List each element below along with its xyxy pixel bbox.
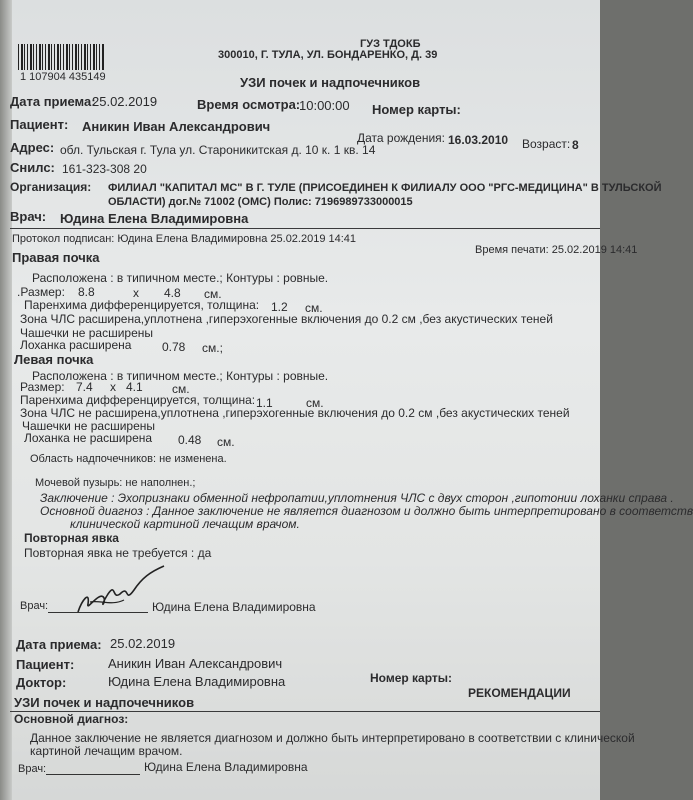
left-kidney-size-x: х [110, 380, 116, 394]
left-kidney-pelvis-value: 0.48 [178, 433, 202, 447]
right-kidney-pelvis-unit: см.; [202, 341, 223, 355]
right-kidney-cups: Чашечки не расширены [20, 326, 154, 340]
document-title: УЗИ почек и надпочечников [240, 75, 421, 90]
snils-label: Снилс: [10, 160, 55, 175]
barcode-number: 1 107904 435149 [20, 71, 106, 83]
right-kidney-size-x: х [133, 286, 139, 300]
left-kidney-parenchyma: Паренхима дифференцируется, толщина: [20, 393, 256, 407]
left-kidney-pelvis: Лоханка не расширена [24, 431, 153, 445]
rec-patient-label: Пациент: [16, 657, 75, 672]
repeat-visit-title: Повторная явка [24, 531, 119, 545]
rec-diagnosis-label: Основной диагноз: [14, 712, 129, 726]
address-label: Адрес: [10, 140, 55, 155]
left-kidney-parenchyma-value: 1.1 [256, 396, 273, 410]
left-kidney-size-label: Размер: [20, 380, 65, 394]
right-kidney-size-unit: см. [204, 287, 222, 301]
rec-diagnosis-line2: картиной лечащим врачом. [30, 744, 183, 758]
divider [10, 228, 600, 229]
snils: 161-323-308 20 [62, 162, 147, 176]
rec-sign-name: Юдина Елена Владимировна [144, 760, 308, 774]
left-kidney-pelvis-unit: см. [217, 435, 235, 449]
age: 8 [572, 138, 579, 152]
right-kidney-parenchyma-unit: см. [305, 301, 323, 315]
header-org: ГУЗ ТДОКБ [360, 38, 421, 50]
doctor-label: Врач: [10, 209, 47, 224]
rec-signature-line [46, 774, 140, 775]
organization-line2: ОБЛАСТИ) дог.№ 71002 (ОМС) Полис: 7196989733000015 [108, 196, 413, 208]
right-kidney-parenchyma-value: 1.2 [271, 300, 288, 314]
doctor-name: Юдина Елена Владимировна [60, 211, 249, 226]
rec-study-title: УЗИ почек и надпочечников [14, 695, 195, 710]
right-kidney-size-a: 8.8 [78, 285, 95, 299]
right-kidney-size-b: 4.8 [164, 286, 181, 300]
sign-doctor-name: Юдина Елена Владимировна [152, 600, 316, 614]
bladder-finding: Мочевой пузырь: не наполнен.; [35, 477, 196, 489]
left-kidney-size-a: 7.4 [76, 380, 93, 394]
organization-label: Организация: [10, 180, 92, 194]
rec-date-label: Дата приема: [16, 637, 102, 652]
left-kidney-cups: Чашечки не расширены [22, 419, 156, 433]
repeat-visit-text: Повторная явка не требуется : да [24, 546, 212, 560]
adrenal-finding: Область надпочечников: не изменена. [30, 453, 227, 465]
right-kidney-pelvis-value: 0.78 [162, 340, 186, 354]
header-address: 300010, Г. ТУЛА, УЛ. БОНДАРЕНКО, Д. 39 [218, 49, 438, 61]
right-kidney-position: Расположена : в типичном месте.; Контуры : ровные. [32, 271, 329, 285]
rec-sign-label: Врач: [18, 763, 47, 775]
diagnosis-line1: Основной диагноз : Данное заключение не является диагнозом и должно быть интерпретировано в соответств [40, 504, 693, 518]
left-kidney-cls: Зона ЧЛС не расширена,уплотнена ,гиперэхогенные включения до 0.2 см ,без акустических теней [20, 406, 570, 420]
conclusion: Заключение : Эхопризнаки обменной нефропатии,уплотнения ЧЛС с двух сторон ,гипотонии лоханки справа . [40, 491, 674, 505]
address: обл. Тульская г. Тула ул. Староникитская д. 10 к. 1 кв. 14 [60, 143, 376, 157]
left-kidney-position: Расположена : в типичном месте.; Контуры : ровные. [32, 369, 329, 383]
sign-doctor-label: Врач: [20, 600, 49, 612]
right-kidney-size-label: .Размер: [17, 285, 65, 299]
patient-label: Пациент: [10, 117, 69, 132]
visit-time: 10:00:00 [299, 98, 350, 113]
rec-date: 25.02.2019 [110, 636, 176, 651]
visit-date-label: Дата приема: [10, 94, 96, 109]
protocol-signed: Протокол подписан: Юдина Елена Владимировна 25.02.2019 14:41 [12, 233, 357, 245]
organization-line1: ФИЛИАЛ "КАПИТАЛ МС" В Г. ТУЛЕ (ПРИСОЕДИНЕН К ФИЛИАЛУ ООО "РГС-МЕДИЦИНА" В ТУЛЬСКОЙ [108, 182, 662, 194]
signature-line [48, 612, 148, 613]
dob: 16.03.2010 [448, 133, 509, 147]
visit-time-label: Время осмотра: [197, 97, 301, 112]
left-kidney-title: Левая почка [14, 352, 94, 367]
right-kidney-cls: Зона ЧЛС расширена,уплотнена ,гиперэхогенные включения до 0.2 см ,без акустических теней [20, 312, 553, 326]
rec-doctor-label: Доктор: [16, 675, 67, 690]
diagnosis-line2: клинической картиной лечащим врачом. [70, 517, 300, 531]
rec-section-title: РЕКОМЕНДАЦИИ [468, 686, 571, 700]
rec-doctor: Юдина Елена Владимировна [108, 674, 286, 689]
rec-diagnosis-line1: Данное заключение не является диагнозом и должно быть интерпретировано в соответствии с клинической [30, 731, 635, 745]
right-kidney-title: Правая почка [12, 250, 100, 265]
card-number-label: Номер карты: [372, 102, 461, 117]
age-label: Возраст: [522, 137, 571, 151]
left-kidney-parenchyma-unit: см. [306, 396, 324, 410]
right-kidney-pelvis: Лоханка расширена [20, 338, 132, 352]
right-kidney-parenchyma: Паренхима дифференцируется, толщина: [24, 298, 260, 312]
visit-date: 25.02.2019 [92, 94, 158, 109]
left-kidney-size-b: 4.1 [126, 380, 143, 394]
patient-name: Аникин Иван Александрович [82, 119, 271, 134]
print-time: Время печати: 25.02.2019 14:41 [475, 244, 638, 256]
rec-card-label: Номер карты: [370, 671, 453, 685]
dob-label: Дата рождения: [357, 131, 445, 145]
rec-patient: Аникин Иван Александрович [108, 656, 283, 671]
left-kidney-size-unit: см. [172, 382, 190, 396]
barcode [18, 44, 104, 70]
